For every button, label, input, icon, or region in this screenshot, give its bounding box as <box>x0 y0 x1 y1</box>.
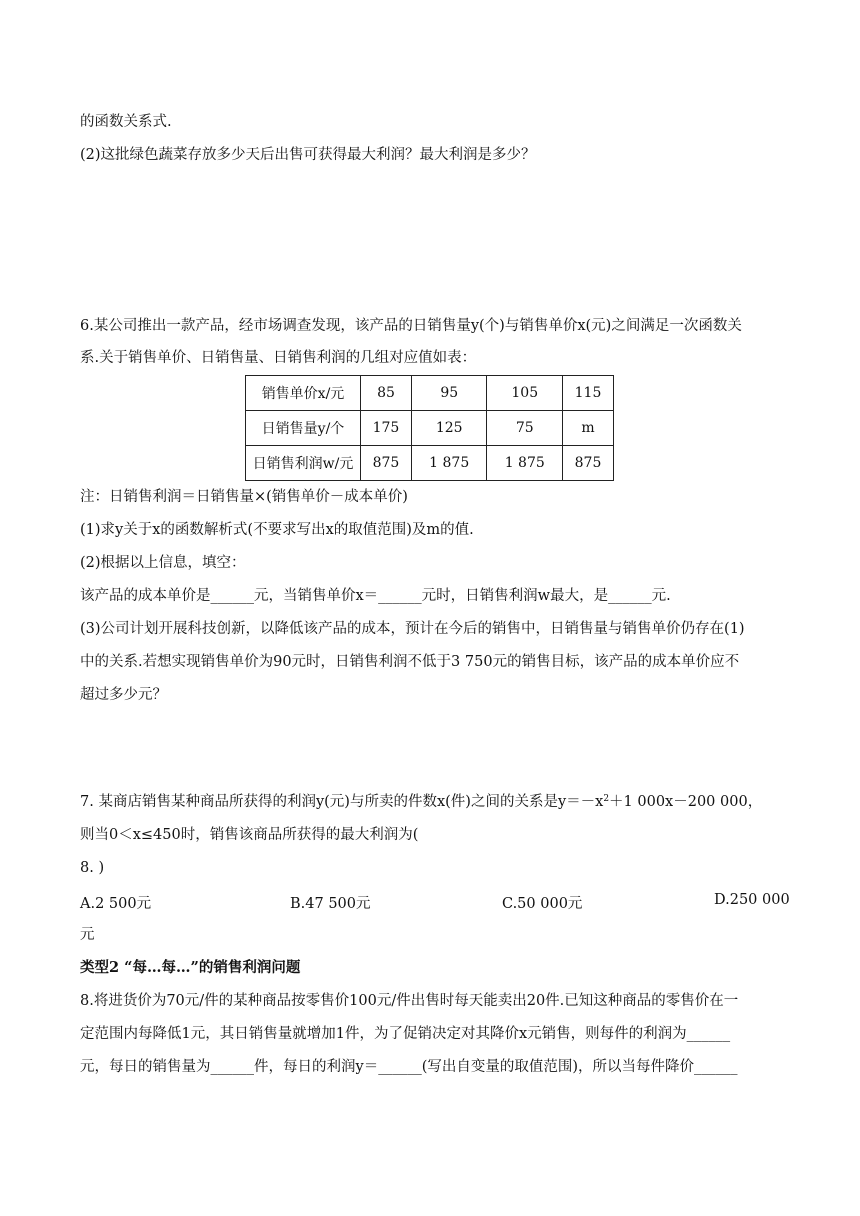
question-6-part-1: (1)求y关于x的函数解析式(不要求写出x的取值范围)及m的值. <box>80 522 474 538</box>
table-cell: 875 <box>361 446 412 481</box>
table-cell: 85 <box>361 376 412 411</box>
formula-text: 7. 某商店销售某种商品所获得的利润y(元)与所卖的件数x(件)之间的关系是y＝－x <box>80 794 604 810</box>
question-7-stem-cont: 则当0＜x≤450时，销售该商品所获得的最大利润为( <box>80 827 419 843</box>
table-cell: 日销售利润w/元 <box>246 446 361 481</box>
exponent: 2 <box>603 794 610 804</box>
table-cell: 日销售量y/个 <box>246 411 361 446</box>
question-6-part-3-cont: 中的关系.若想实现销售单价为90元时，日销售利润不低于3 750元的销售目标，该产品的成本单价应不 <box>80 654 740 670</box>
table-cell: 95 <box>411 376 487 411</box>
question-8-stem-end: 元，每日的销售量为______件，每日的利润y＝______(写出自变量的取值范围)，所以当每件降价______ <box>80 1059 738 1075</box>
question-6-part-2: (2)根据以上信息，填空： <box>80 555 246 571</box>
question-6-fill-blank: 该产品的成本单价是______元，当销售单价x＝______元时，日销售利润w最大，是______元. <box>80 588 671 604</box>
option-d-unit: 元 <box>80 927 95 943</box>
option-d: D.250 000 <box>714 892 790 908</box>
table-row <box>246 411 614 446</box>
question-8-label: 8. ) <box>80 860 105 876</box>
option-b: B.47 500元 <box>290 896 371 912</box>
table-cell: 115 <box>563 376 614 411</box>
question-6-part-3: (3)公司计划开展科技创新，以降低该产品的成本，预计在今后的销售中，日销售量与销售单价仍存在(1) <box>80 621 745 637</box>
option-a: A.2 500元 <box>80 896 152 912</box>
note-line: 注：日销售利润＝日销售量×(销售单价－成本单价) <box>80 489 408 505</box>
table-cell: 125 <box>411 411 487 446</box>
table-cell: 75 <box>487 411 563 446</box>
text-line: 的函数关系式. <box>80 114 172 130</box>
formula-text: ＋1 000x－200 000， <box>609 794 763 810</box>
table-cell: 1 875 <box>487 446 563 481</box>
question-5-part-2: (2)这批绿色蔬菜存放多少天后出售可获得最大利润？最大利润是多少？ <box>80 147 536 163</box>
option-c: C.50 000元 <box>502 896 583 912</box>
question-6-stem-cont: 系.关于销售单价、日销售量、日销售利润的几组对应值如表： <box>80 350 477 366</box>
table-row <box>246 376 614 411</box>
table-row <box>246 446 614 481</box>
question-7-stem <box>80 792 762 812</box>
question-8-stem-cont: 定范围内每降低1元，其日销售量就增加1件，为了促销决定对其降价x元销售，则每件的利润为______ <box>80 1026 731 1042</box>
table-cell: 875 <box>563 446 614 481</box>
question-8-stem: 8.将进货价为70元/件的某种商品按零售价100元/件出售时每天能卖出20件.已知这种商品的零售价在一 <box>80 993 739 1009</box>
question-6-stem: 6.某公司推出一款产品，经市场调查发现，该产品的日销售量y(个)与销售单价x(元)之间满足一次函数关 <box>80 318 742 334</box>
table-cell: 175 <box>361 411 412 446</box>
answer-options <box>80 892 790 912</box>
price-sales-profit-table <box>245 375 614 481</box>
table-cell: 1 875 <box>411 446 487 481</box>
section-heading: 类型2 “每…每…”的销售利润问题 <box>80 959 301 976</box>
table-cell: 105 <box>487 376 563 411</box>
table-cell: 销售单价x/元 <box>246 376 361 411</box>
question-6-part-3-end: 超过多少元？ <box>80 687 167 703</box>
table-cell: m <box>563 411 614 446</box>
